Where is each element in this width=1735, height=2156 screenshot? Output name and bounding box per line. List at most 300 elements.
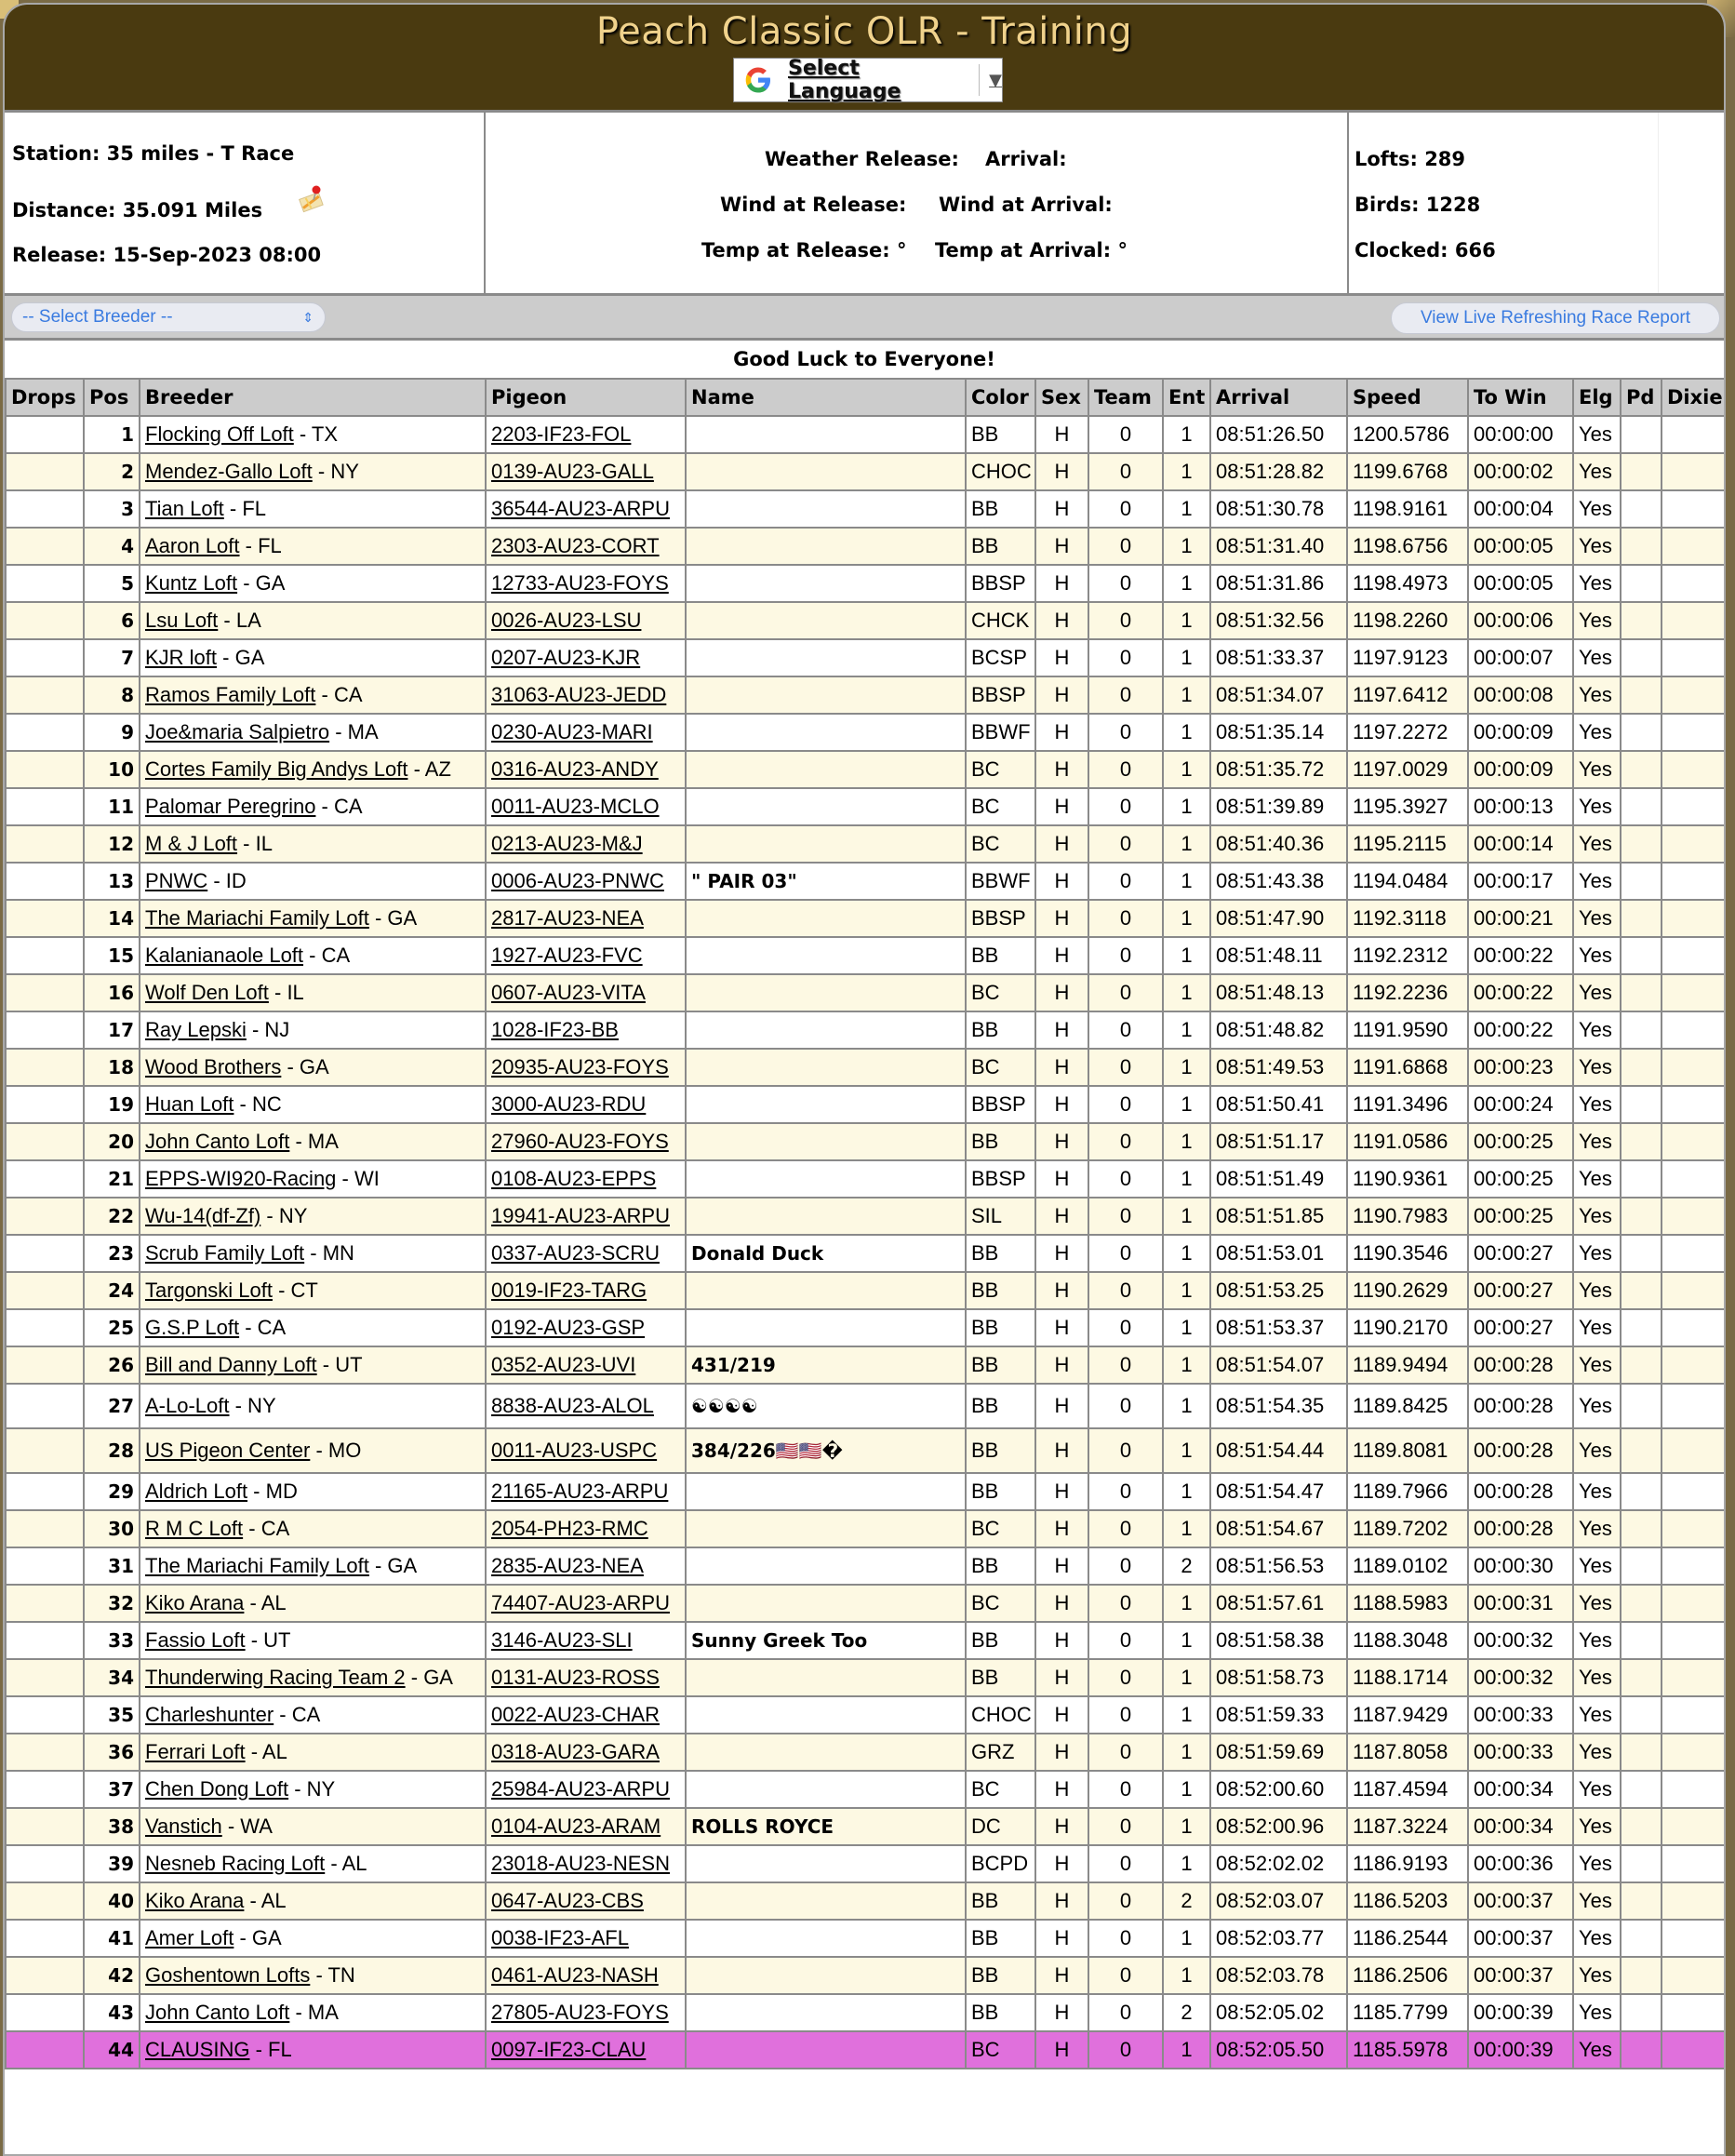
pigeon-link[interactable]: 2054-PH23-RMC: [491, 1517, 648, 1540]
pigeon-link[interactable]: 0139-AU23-GALL: [491, 460, 654, 483]
pd-cell: [1621, 1734, 1662, 1771]
pigeon-cell: [486, 974, 686, 1011]
arrival-cell: 08:51:40.36: [1210, 825, 1347, 863]
pigeon-link[interactable]: 2817-AU23-NEA: [491, 906, 644, 930]
team-cell: 0: [1088, 1920, 1163, 1957]
column-header-dixie[interactable]: Dixie: [1662, 379, 1726, 416]
breeder-state: - AL: [325, 1852, 367, 1875]
column-header-pigeon[interactable]: Pigeon: [486, 379, 686, 416]
race-details: [5, 113, 486, 293]
sex-cell: H: [1035, 1585, 1088, 1622]
speed-cell: 1200.5786: [1347, 416, 1468, 453]
pigeon-link[interactable]: 3146-AU23-SLI: [491, 1628, 633, 1652]
breeder-cell: [140, 1808, 486, 1845]
speed-cell: 1199.6768: [1347, 453, 1468, 490]
name-cell: Sunny Greek Too: [686, 1622, 966, 1659]
breeder-link[interactable]: PNWC: [145, 869, 208, 892]
drops-cell: [6, 974, 84, 1011]
breeder-cell: [140, 1198, 486, 1235]
breeder-cell: [140, 1309, 486, 1346]
language-label: Select Language: [788, 57, 901, 103]
breeder-link[interactable]: CLAUSING: [145, 2038, 250, 2061]
breeder-link[interactable]: Chen Dong Loft: [145, 1777, 289, 1801]
pigeon-link[interactable]: 0647-AU23-CBS: [491, 1889, 644, 1912]
dixie-cell: [1662, 1272, 1726, 1309]
breeder-link[interactable]: Amer Loft: [145, 1926, 234, 1949]
pigeon-link[interactable]: 0104-AU23-ARAM: [491, 1815, 661, 1838]
team-cell: 0: [1088, 1198, 1163, 1235]
pd-cell: [1621, 1845, 1662, 1882]
pigeon-cell: [486, 714, 686, 751]
drops-cell: [6, 2031, 84, 2069]
pigeon-link[interactable]: 1028-IF23-BB: [491, 1018, 619, 1041]
breeder-cell: [140, 1547, 486, 1585]
sex-cell: H: [1035, 1235, 1088, 1272]
table-row: [6, 900, 1726, 937]
name-cell: [686, 788, 966, 825]
name-cell: ☯☯☯☯: [686, 1384, 966, 1428]
pd-cell: [1621, 1384, 1662, 1428]
pd-cell: [1621, 1808, 1662, 1845]
color-cell: BC: [966, 788, 1035, 825]
breeder-link[interactable]: Kiko Arana: [145, 1591, 245, 1614]
pigeon-link[interactable]: 2203-IF23-FOL: [491, 422, 632, 446]
breeder-link[interactable]: M & J Loft: [145, 832, 238, 855]
team-cell: 0: [1088, 528, 1163, 565]
to-win-cell: 00:00:39: [1468, 2031, 1573, 2069]
dixie-cell: [1662, 528, 1726, 565]
breeder-link[interactable]: Tian Loft: [145, 497, 224, 520]
to-win-cell: 00:00:25: [1468, 1198, 1573, 1235]
breeder-link[interactable]: Aaron Loft: [145, 534, 240, 557]
name-cell: [686, 714, 966, 751]
breeder-cell: [140, 714, 486, 751]
breeder-link[interactable]: Scrub Family Loft: [145, 1241, 305, 1265]
drops-cell: [6, 863, 84, 900]
color-cell: BBSP: [966, 676, 1035, 714]
pigeon-link[interactable]: 12733-AU23-FOYS: [491, 571, 669, 595]
eligible-cell: Yes: [1573, 863, 1621, 900]
weather-details: [486, 113, 1349, 293]
table-row: [6, 1086, 1726, 1123]
pigeon-link[interactable]: 21165-AU23-ARPU: [491, 1480, 669, 1503]
drops-cell: [6, 1771, 84, 1808]
team-cell: 0: [1088, 937, 1163, 974]
pigeon-link[interactable]: 0019-IF23-TARG: [491, 1279, 647, 1302]
pigeon-link[interactable]: 0192-AU23-GSP: [491, 1316, 646, 1339]
entry-cell: 1: [1163, 1696, 1210, 1734]
position-cell: 14: [84, 900, 140, 937]
arrival-cell: 08:51:54.67: [1210, 1510, 1347, 1547]
breeder-link[interactable]: Kiko Arana: [145, 1889, 245, 1912]
breeder-link[interactable]: Ramos Family Loft: [145, 683, 316, 706]
position-cell: 9: [84, 714, 140, 751]
position-cell: 19: [84, 1086, 140, 1123]
breeder-link[interactable]: Wood Brothers: [145, 1055, 282, 1078]
name-cell: [686, 676, 966, 714]
pigeon-cell: [486, 1547, 686, 1585]
pigeon-cell: [486, 676, 686, 714]
pigeon-link[interactable]: 19941-AU23-ARPU: [491, 1204, 670, 1227]
team-cell: 0: [1088, 453, 1163, 490]
sex-cell: H: [1035, 1428, 1088, 1473]
position-cell: 33: [84, 1622, 140, 1659]
breeder-state: - MN: [304, 1241, 354, 1265]
eligible-cell: Yes: [1573, 528, 1621, 565]
entry-cell: 1: [1163, 1808, 1210, 1845]
pigeon-cell: [486, 1086, 686, 1123]
table-row: [6, 1011, 1726, 1049]
breeder-cell: [140, 863, 486, 900]
speed-cell: 1195.3927: [1347, 788, 1468, 825]
position-cell: 8: [84, 676, 140, 714]
entry-cell: 1: [1163, 639, 1210, 676]
pigeon-link[interactable]: 0108-AU23-EPPS: [491, 1167, 657, 1190]
entry-cell: 1: [1163, 1734, 1210, 1771]
pigeon-link[interactable]: 74407-AU23-ARPU: [491, 1591, 670, 1614]
drops-cell: [6, 1585, 84, 1622]
dixie-cell: [1662, 1882, 1726, 1920]
speed-cell: 1192.3118: [1347, 900, 1468, 937]
breeder-link[interactable]: Wolf Den Loft: [145, 981, 269, 1004]
pigeon-link[interactable]: 0337-AU23-SCRU: [491, 1241, 660, 1265]
breeder-link[interactable]: Palomar Peregrino: [145, 795, 316, 818]
pigeon-link[interactable]: 2835-AU23-NEA: [491, 1554, 644, 1577]
to-win-cell: 00:00:27: [1468, 1272, 1573, 1309]
pigeon-link[interactable]: 0131-AU23-ROSS: [491, 1666, 660, 1689]
to-win-cell: 00:00:08: [1468, 676, 1573, 714]
to-win-cell: 00:00:28: [1468, 1473, 1573, 1510]
column-header-pos[interactable]: Pos: [84, 379, 140, 416]
speed-cell: 1195.2115: [1347, 825, 1468, 863]
pigeon-cell: [486, 1622, 686, 1659]
breeder-link[interactable]: Wu-14(df-Zf): [145, 1204, 261, 1227]
pd-cell: [1621, 937, 1662, 974]
breeder-cell: [140, 1346, 486, 1384]
breeder-link[interactable]: Cortes Family Big Andys Loft: [145, 757, 408, 781]
breeder-link[interactable]: Vanstich: [145, 1815, 222, 1838]
drops-cell: [6, 1011, 84, 1049]
column-header-to-win[interactable]: To Win: [1468, 379, 1573, 416]
to-win-cell: 00:00:34: [1468, 1771, 1573, 1808]
breeder-link[interactable]: KJR loft: [145, 646, 218, 669]
column-header-elg[interactable]: Elg: [1573, 379, 1621, 416]
pigeon-link[interactable]: 0213-AU23-M&J: [491, 832, 643, 855]
pigeon-link[interactable]: 27805-AU23-FOYS: [491, 2001, 669, 2024]
language-separator: [979, 64, 980, 96]
eligible-cell: Yes: [1573, 565, 1621, 602]
arrival-cell: 08:51:39.89: [1210, 788, 1347, 825]
sex-cell: H: [1035, 1622, 1088, 1659]
birds-count: Birds: 1228: [1355, 194, 1481, 216]
color-cell: BB: [966, 490, 1035, 528]
pigeon-link[interactable]: 0230-AU23-MARI: [491, 720, 653, 743]
drops-cell: [6, 1198, 84, 1235]
pigeon-link[interactable]: 0022-AU23-CHAR: [491, 1703, 660, 1726]
pigeon-link[interactable]: 23018-AU23-NESN: [491, 1852, 670, 1875]
sex-cell: H: [1035, 900, 1088, 937]
position-cell: 4: [84, 528, 140, 565]
breeder-cell: [140, 788, 486, 825]
color-cell: BB: [966, 416, 1035, 453]
dixie-cell: [1662, 1510, 1726, 1547]
breeder-state: - TX: [293, 422, 339, 446]
column-header-color[interactable]: Color: [966, 379, 1035, 416]
header-bar: [5, 5, 1724, 113]
position-cell: 35: [84, 1696, 140, 1734]
lofts-count: Lofts: 289: [1355, 148, 1466, 170]
column-header-drops[interactable]: Drops: [6, 379, 84, 416]
table-row: [6, 1198, 1726, 1235]
pd-cell: [1621, 788, 1662, 825]
map-pin-icon[interactable]: [296, 182, 327, 214]
column-header-pd[interactable]: Pd: [1621, 379, 1662, 416]
position-cell: 6: [84, 602, 140, 639]
to-win-cell: 00:00:39: [1468, 1994, 1573, 2031]
breeder-link[interactable]: The Mariachi Family Loft: [145, 906, 369, 930]
pd-cell: [1621, 1585, 1662, 1622]
team-cell: 0: [1088, 1309, 1163, 1346]
speed-cell: 1197.0029: [1347, 751, 1468, 788]
breeder-link[interactable]: Kuntz Loft: [145, 571, 238, 595]
sex-cell: H: [1035, 453, 1088, 490]
column-header-sex[interactable]: Sex: [1035, 379, 1088, 416]
breeder-cell: [140, 751, 486, 788]
arrival-cell: 08:52:03.78: [1210, 1957, 1347, 1994]
breeder-cell: [140, 602, 486, 639]
pigeon-cell: [486, 1160, 686, 1198]
pigeon-link[interactable]: 0097-IF23-CLAU: [491, 2038, 647, 2061]
pd-cell: [1621, 453, 1662, 490]
breeder-link[interactable]: Flocking Off Loft: [145, 422, 294, 446]
team-cell: 0: [1088, 751, 1163, 788]
dixie-cell: [1662, 714, 1726, 751]
to-win-cell: 00:00:13: [1468, 788, 1573, 825]
column-header-team[interactable]: Team: [1088, 379, 1163, 416]
dixie-cell: [1662, 1845, 1726, 1882]
color-cell: BB: [966, 937, 1035, 974]
breeder-link[interactable]: John Canto Loft: [145, 2001, 290, 2024]
eligible-cell: Yes: [1573, 1659, 1621, 1696]
breeder-link[interactable]: A-Lo-Loft: [145, 1394, 230, 1417]
team-cell: 0: [1088, 1585, 1163, 1622]
live-report-button[interactable]: View Live Refreshing Race Report: [1391, 302, 1720, 334]
pigeon-link[interactable]: 0318-AU23-GARA: [491, 1740, 660, 1763]
breeder-cell: [140, 490, 486, 528]
pd-cell: [1621, 565, 1662, 602]
to-win-cell: 00:00:34: [1468, 1808, 1573, 1845]
pigeon-link[interactable]: 20935-AU23-FOYS: [491, 1055, 669, 1078]
color-cell: BC: [966, 2031, 1035, 2069]
pigeon-link[interactable]: 0011-AU23-USPC: [491, 1439, 658, 1462]
eligible-cell: Yes: [1573, 1845, 1621, 1882]
breeder-link[interactable]: John Canto Loft: [145, 1130, 290, 1153]
color-cell: BC: [966, 1585, 1035, 1622]
table-row: [6, 1309, 1726, 1346]
breeder-link[interactable]: Huan Loft: [145, 1092, 234, 1116]
pd-cell: [1621, 714, 1662, 751]
breeder-state: - MA: [329, 720, 379, 743]
drops-cell: [6, 1808, 84, 1845]
arrival-cell: 08:51:59.33: [1210, 1696, 1347, 1734]
table-row: [6, 1771, 1726, 1808]
breeder-link[interactable]: US Pigeon Center: [145, 1439, 311, 1462]
pigeon-link[interactable]: 0006-AU23-PNWC: [491, 869, 664, 892]
speed-cell: 1188.5983: [1347, 1585, 1468, 1622]
position-cell: 41: [84, 1920, 140, 1957]
table-row: [6, 1957, 1726, 1994]
arrival-cell: 08:51:30.78: [1210, 490, 1347, 528]
clocked-count: Clocked: 666: [1355, 239, 1496, 261]
pigeon-link[interactable]: 25984-AU23-ARPU: [491, 1777, 670, 1801]
breeder-link[interactable]: Joe&maria Salpietro: [145, 720, 330, 743]
to-win-cell: 00:00:37: [1468, 1882, 1573, 1920]
speed-cell: 1191.0586: [1347, 1123, 1468, 1160]
eligible-cell: Yes: [1573, 788, 1621, 825]
pigeon-link[interactable]: 0607-AU23-VITA: [491, 981, 646, 1004]
breeder-cell: [140, 1845, 486, 1882]
arrival-cell: 08:51:49.53: [1210, 1049, 1347, 1086]
language-selector[interactable]: [733, 58, 1003, 102]
breeder-cell: [140, 453, 486, 490]
arrival-cell: 08:51:53.01: [1210, 1235, 1347, 1272]
to-win-cell: 00:00:36: [1468, 1845, 1573, 1882]
pigeon-link[interactable]: 0207-AU23-KJR: [491, 646, 641, 669]
pigeon-link[interactable]: 27960-AU23-FOYS: [491, 1130, 669, 1153]
pigeon-link[interactable]: 0316-AU23-ANDY: [491, 757, 659, 781]
table-row: [6, 1547, 1726, 1585]
column-header-name[interactable]: Name: [686, 379, 966, 416]
eligible-cell: Yes: [1573, 676, 1621, 714]
breeder-link[interactable]: Goshentown Lofts: [145, 1963, 311, 1987]
name-cell: [686, 602, 966, 639]
column-header-arrival[interactable]: Arrival: [1210, 379, 1347, 416]
drops-cell: [6, 1920, 84, 1957]
entry-cell: 1: [1163, 416, 1210, 453]
breeder-link[interactable]: R M C Loft: [145, 1517, 244, 1540]
pigeon-cell: [486, 565, 686, 602]
sex-cell: H: [1035, 974, 1088, 1011]
pigeon-link[interactable]: 0352-AU23-UVI: [491, 1353, 636, 1376]
pigeon-link[interactable]: 31063-AU23-JEDD: [491, 683, 667, 706]
arrival-cell: 08:52:05.50: [1210, 2031, 1347, 2069]
breeder-state: - WI: [336, 1167, 380, 1190]
to-win-cell: 00:00:05: [1468, 565, 1573, 602]
pigeon-link[interactable]: 2303-AU23-CORT: [491, 534, 660, 557]
dixie-cell: [1662, 1049, 1726, 1086]
pigeon-link[interactable]: 0461-AU23-NASH: [491, 1963, 659, 1987]
drops-cell: [6, 1734, 84, 1771]
color-cell: CHOC: [966, 1696, 1035, 1734]
breeder-state: - GA: [237, 571, 286, 595]
breeder-link[interactable]: Charleshunter: [145, 1703, 274, 1726]
breeder-link[interactable]: G.S.P Loft: [145, 1316, 240, 1339]
pd-cell: [1621, 528, 1662, 565]
breeder-select[interactable]: [11, 302, 326, 332]
pigeon-link[interactable]: 0038-IF23-AFL: [491, 1926, 629, 1949]
team-cell: 0: [1088, 788, 1163, 825]
table-row: [6, 1882, 1726, 1920]
breeder-link[interactable]: Bill and Danny Loft: [145, 1353, 317, 1376]
breeder-state: - CA: [274, 1703, 321, 1726]
breeder-link[interactable]: Kalanianaole Loft: [145, 944, 304, 967]
sex-cell: H: [1035, 1346, 1088, 1384]
to-win-cell: 00:00:32: [1468, 1622, 1573, 1659]
pigeon-link[interactable]: 3000-AU23-RDU: [491, 1092, 647, 1116]
pigeon-link[interactable]: 0026-AU23-LSU: [491, 609, 642, 632]
sex-cell: H: [1035, 2031, 1088, 2069]
name-cell: [686, 1845, 966, 1882]
breeder-link[interactable]: Ray Lepski: [145, 1018, 247, 1041]
breeder-link[interactable]: Ferrari Loft: [145, 1740, 246, 1763]
name-cell: ROLLS ROYCE: [686, 1808, 966, 1845]
dixie-cell: [1662, 1384, 1726, 1428]
speed-cell: 1187.4594: [1347, 1771, 1468, 1808]
breeder-link[interactable]: Nesneb Racing Loft: [145, 1852, 326, 1875]
breeder-state: - CA: [315, 795, 363, 818]
name-cell: [686, 528, 966, 565]
breeder-link[interactable]: Lsu Loft: [145, 609, 219, 632]
drops-cell: [6, 1428, 84, 1473]
table-row: [6, 1346, 1726, 1384]
pigeon-link[interactable]: 8838-AU23-ALOL: [491, 1394, 654, 1417]
arrival-cell: 08:52:03.07: [1210, 1882, 1347, 1920]
breeder-link[interactable]: Targonski Loft: [145, 1279, 273, 1302]
breeder-link[interactable]: Aldrich Loft: [145, 1480, 248, 1503]
position-cell: 23: [84, 1235, 140, 1272]
eligible-cell: Yes: [1573, 1473, 1621, 1510]
arrival-cell: 08:51:50.41: [1210, 1086, 1347, 1123]
breeder-state: - AL: [244, 1889, 287, 1912]
pd-cell: [1621, 1272, 1662, 1309]
entry-cell: 1: [1163, 490, 1210, 528]
breeder-cell: [140, 1473, 486, 1510]
breeder-cell: [140, 1696, 486, 1734]
sex-cell: H: [1035, 1272, 1088, 1309]
breeder-state: - GA: [368, 906, 418, 930]
sex-cell: H: [1035, 1123, 1088, 1160]
breeder-link[interactable]: Fassio Loft: [145, 1628, 246, 1652]
banner-message: Good Luck to Everyone!: [5, 341, 1724, 379]
sex-cell: H: [1035, 788, 1088, 825]
breeder-link[interactable]: The Mariachi Family Loft: [145, 1554, 369, 1577]
column-header-speed[interactable]: Speed: [1347, 379, 1468, 416]
arrival-cell: 08:51:56.53: [1210, 1547, 1347, 1585]
entry-cell: 1: [1163, 676, 1210, 714]
entry-cell: 1: [1163, 1086, 1210, 1123]
breeder-state: - GA: [281, 1055, 329, 1078]
table-row: [6, 416, 1726, 453]
color-cell: BB: [966, 1428, 1035, 1473]
to-win-cell: 00:00:31: [1468, 1585, 1573, 1622]
table-row: [6, 1272, 1726, 1309]
pigeon-link[interactable]: 36544-AU23-ARPU: [491, 497, 670, 520]
breeder-cell: [140, 1994, 486, 2031]
pigeon-link[interactable]: 1927-AU23-FVC: [491, 944, 643, 967]
column-header-ent[interactable]: Ent: [1163, 379, 1210, 416]
breeder-link[interactable]: Thunderwing Racing Team 2: [145, 1666, 406, 1689]
position-cell: 15: [84, 937, 140, 974]
color-cell: BB: [966, 1235, 1035, 1272]
breeder-link[interactable]: EPPS-WI920-Racing: [145, 1167, 337, 1190]
pigeon-cell: [486, 1771, 686, 1808]
speed-cell: 1189.8081: [1347, 1428, 1468, 1473]
pigeon-link[interactable]: 0011-AU23-MCLO: [491, 795, 660, 818]
breeder-link[interactable]: Mendez-Gallo Loft: [145, 460, 313, 483]
column-header-breeder[interactable]: Breeder: [140, 379, 486, 416]
speed-cell: 1198.2260: [1347, 602, 1468, 639]
weather-release-label: Weather Release:: [765, 148, 959, 170]
